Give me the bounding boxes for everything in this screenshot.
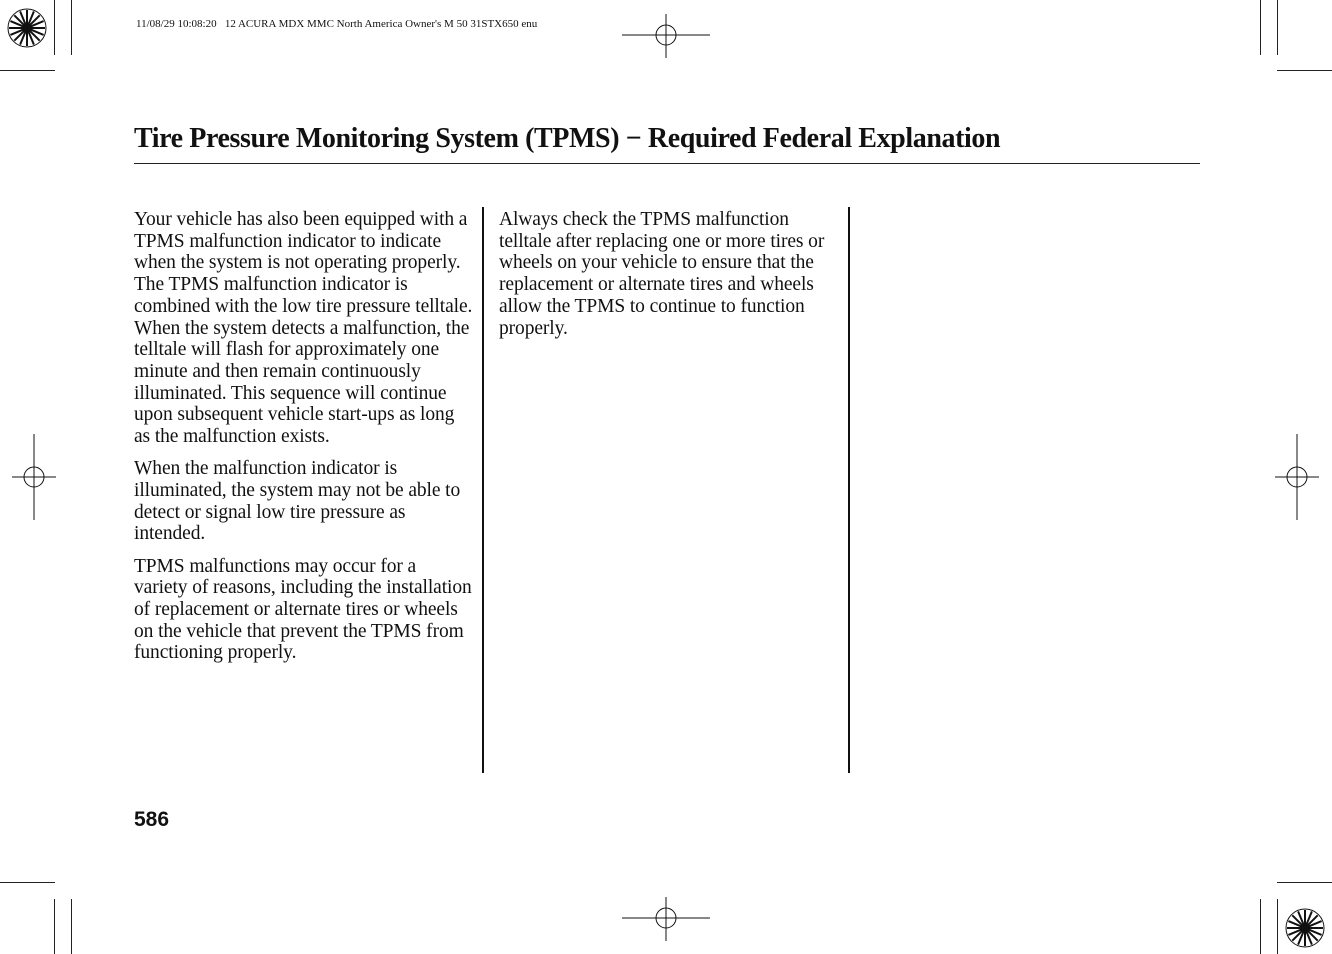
crop-mark-line — [1277, 882, 1332, 883]
crop-mark-line — [0, 70, 55, 71]
registration-crosshair-icon — [622, 14, 710, 58]
registration-crosshair-icon — [1275, 434, 1319, 520]
body-paragraph: Your vehicle has also been equipped with a TPMS malfunction indicator to indicate when the system is not operating properly. The TPMS malfunction indicator is combined with the low tire pressure telltale. When the system detects a malfunction, the telltale will flash for approximately one minute and then remain continuously illuminated. This sequence will continue upon subsequent vehicle start-ups as long as the malfunction exists. — [134, 209, 473, 448]
crop-mark-line — [1277, 899, 1278, 954]
body-paragraph: When the malfunction indicator is illuminated, the system may not be able to detect or signal low tire pressure as intended. — [134, 458, 461, 545]
crop-mark-line — [1277, 70, 1332, 71]
print-header: 11/08/29 10:08:20 12 ACURA MDX MMC North America Owner's M 50 31STX650 enu — [136, 18, 538, 30]
text-column-middle — [499, 209, 839, 350]
registration-starburst-icon — [1285, 908, 1325, 948]
crop-mark-line — [54, 899, 55, 954]
crop-mark-line — [54, 0, 55, 55]
crop-mark-line — [71, 0, 72, 55]
column-divider — [848, 207, 850, 773]
registration-starburst-icon — [7, 8, 47, 48]
crop-mark-line — [1277, 0, 1278, 55]
crop-mark-line — [1260, 0, 1261, 55]
page-title: Tire Pressure Monitoring System (TPMS) − Required Federal Explanation — [134, 123, 1001, 154]
title-divider — [134, 163, 1200, 164]
crop-mark-line — [71, 899, 72, 954]
body-paragraph: Always check the TPMS malfunction telltale after replacing one or more tires or wheels on your vehicle to ensure that the replacement or alternate tires and wheels allow the TPMS to continue to function properly. — [499, 209, 825, 339]
crop-mark-line — [0, 882, 55, 883]
page-number: 586 — [134, 808, 170, 831]
registration-crosshair-icon — [12, 434, 56, 520]
text-column-left — [134, 209, 474, 675]
crop-mark-line — [1260, 899, 1261, 954]
body-paragraph: TPMS malfunctions may occur for a variety of reasons, including the installation of replacement or alternate tires or wheels on the vehicle that prevent the TPMS from functioning properly. — [134, 555, 472, 664]
column-divider — [482, 207, 484, 773]
registration-crosshair-icon — [622, 897, 710, 941]
